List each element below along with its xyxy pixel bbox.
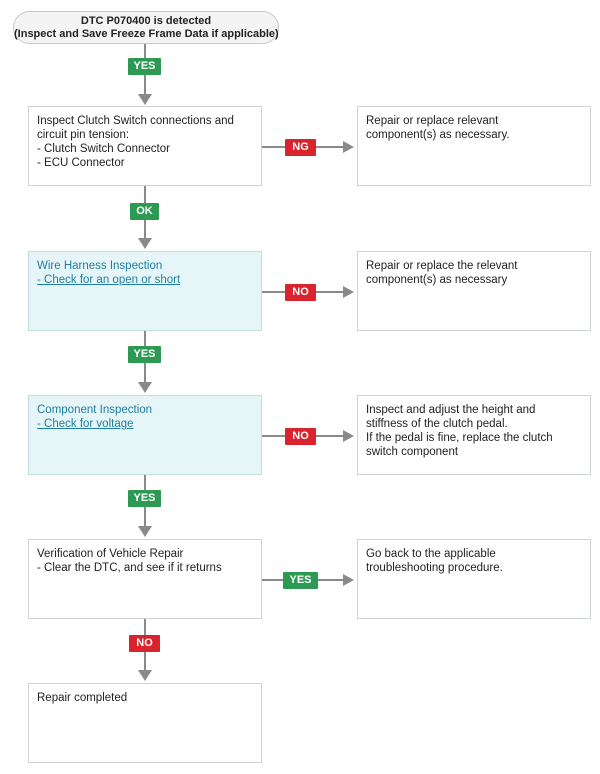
side-label-no: NO: [285, 428, 316, 445]
start-title: DTC P070400 is detected: [80, 15, 212, 27]
side-text: Repair or replace relevant: [366, 115, 499, 127]
step-text: - Clear the DTC, and see if it returns: [37, 562, 222, 574]
side-label-ng: NG: [285, 139, 316, 156]
side-text: stiffness of the clutch pedal.: [366, 418, 508, 430]
step-box-component-inspection: [28, 395, 262, 475]
component-inspection-link[interactable]: Component Inspection: [37, 404, 153, 416]
step-box-clutch-switch-inspection: [28, 106, 262, 186]
side-label-yes: YES: [283, 572, 318, 589]
side-text: troubleshooting procedure.: [366, 562, 503, 574]
start-node: [13, 11, 279, 44]
step-text: Inspect Clutch Switch connections and: [37, 115, 234, 127]
side-text: Go back to the applicable: [366, 548, 496, 560]
side-box-go-back: [357, 539, 591, 619]
step-text: - ECU Connector: [37, 157, 125, 169]
down-label-yes: YES: [128, 490, 161, 507]
side-box-adjust-clutch-pedal: [357, 395, 591, 475]
down-label-yes: YES: [128, 58, 161, 75]
check-open-short-link[interactable]: - Check for an open or short: [37, 274, 181, 286]
step-box-repair-completed: [28, 683, 262, 763]
wire-harness-inspection-link[interactable]: Wire Harness Inspection: [37, 260, 163, 272]
step-box-wire-harness-inspection: [28, 251, 262, 331]
down-label-yes: YES: [128, 346, 161, 363]
side-text: switch component: [366, 446, 459, 458]
down-label-no: NO: [129, 635, 160, 652]
side-label-no: NO: [285, 284, 316, 301]
down-label-ok: OK: [130, 203, 159, 220]
check-voltage-link[interactable]: - Check for voltage: [37, 418, 134, 430]
side-text: If the pedal is fine, replace the clutch: [366, 432, 553, 444]
side-text: component(s) as necessary.: [366, 129, 510, 141]
side-text: Inspect and adjust the height and: [366, 404, 536, 416]
step-text: Repair completed: [37, 692, 128, 704]
start-subtitle: (Inspect and Save Freeze Frame Data if applicable): [14, 28, 279, 40]
step-text: Verification of Vehicle Repair: [37, 548, 184, 560]
step-text: circuit pin tension:: [37, 129, 130, 141]
side-box-repair-relevant: [357, 106, 591, 186]
side-text: component(s) as necessary: [366, 274, 508, 286]
step-box-verification: [28, 539, 262, 619]
side-box-repair-the-relevant: [357, 251, 591, 331]
side-text: Repair or replace the relevant: [366, 260, 518, 272]
step-text: - Clutch Switch Connector: [37, 143, 170, 155]
